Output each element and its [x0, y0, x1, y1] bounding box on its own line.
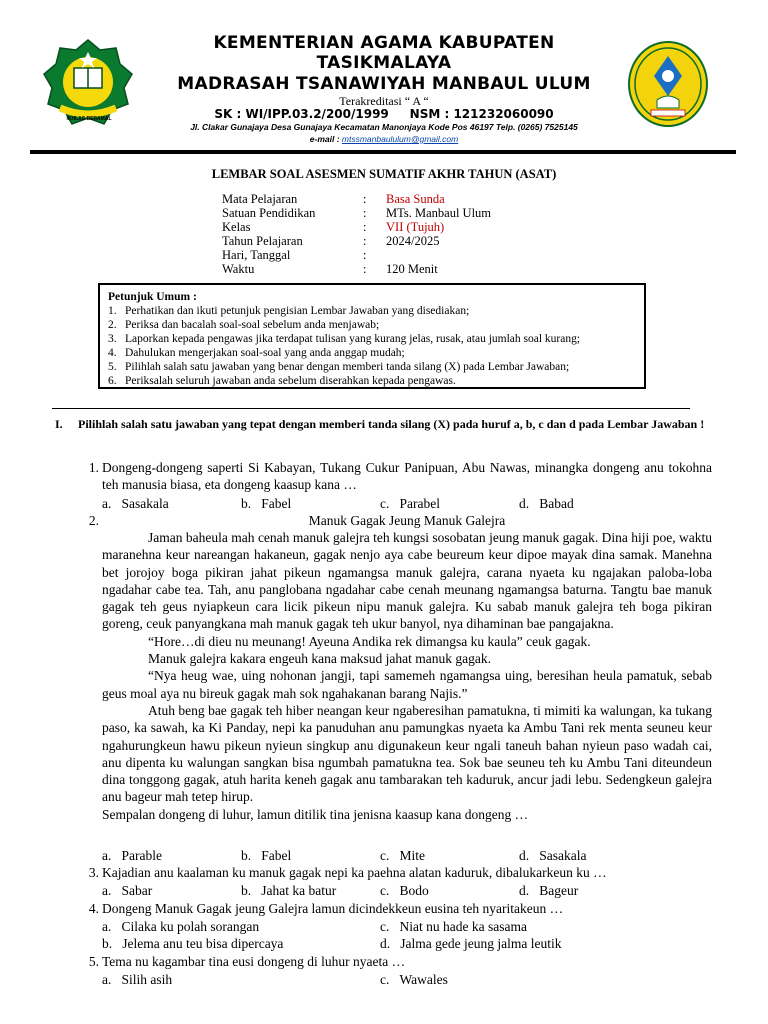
question-number: 4.: [88, 901, 99, 916]
option-q4-b: b. Jelema anu teu bisa dipercaya: [102, 936, 284, 951]
story-title: Manuk Gagak Jeung Manuk Galejra: [308, 513, 506, 528]
meta-colon: :: [363, 220, 367, 234]
regency-name: TASIKMALAYA: [316, 53, 452, 73]
option-q3-d: d. Bageur: [519, 883, 579, 898]
meta-value-subject: Basa Sunda: [386, 192, 445, 206]
option-q4-c: c. Niat nu hade ka sasama: [380, 919, 527, 934]
question-text: Dongeng-dongeng saperti Si Kabayan, Tukang Cukur Panipuan, Abu Nawas, minangka dongeng anu tokohna teh manusia biasa, eta dongeng kaasup kana …: [102, 460, 712, 493]
meta-value-time: 120 Menit: [386, 262, 438, 276]
instruction-item: 1. Perhatikan dan ikuti petunjuk pengisian Lembar Jawaban yang disediakan;: [108, 305, 470, 317]
question-text: Sempalan dongeng di luhur, lamun ditilik tina jenisna kaasup kana dongeng …: [102, 806, 529, 822]
meta-colon: :: [363, 248, 367, 262]
question-text: Dongeng Manuk Gagak jeung Galejra lamun dicindekkeun eusina teh nyaritakeun …: [102, 901, 564, 916]
meta-label: Mata Pelajaran: [222, 192, 298, 206]
meta-colon: :: [363, 262, 367, 276]
option-q2-a: a. Parable: [102, 848, 162, 863]
option-q3-c: c. Bodo: [380, 883, 429, 898]
meta-label: Satuan Pendidikan: [222, 206, 316, 220]
meta-value-class: VII (Tujuh): [386, 220, 445, 234]
instruction-item: 4. Dahulukan mengerjakan soal-soal yang anda anggap mudah;: [108, 347, 405, 359]
story-paragraph: Atuh beng bae gagak teh hiber neangan keur ngaberesihan pamatukna, ti mimiti ka walungan, ka tukang paso, ka sawah, ka Ki Panday, nepi ka panuduhan anu pamungkas nyaeta ka Ambu Tani rek menta seuneu keur ngahurungkeun hawu pikeun nyieun singkup anu digunakeun keur ngali taneuh bahan nyieun paso wadah cai, anu dipenta ku walungan sangkan bisa ngumbah pamatukna tea. Sok bae seuneu teh ku Ambu Tani diteundeun dina tonggong gagak, atuh harita keneh gagak anu tambarakan teh kaduruk, ancur jadi lebu. Sedengkeun galejra anu bageur mah tetep hirup.: [102, 702, 712, 805]
instructions-title: Petunjuk Umum :: [108, 291, 197, 303]
option-q1-d: d. Babad: [519, 496, 574, 511]
meta-label: Kelas: [222, 220, 251, 234]
ministry-name: KEMENTERIAN AGAMA KABUPATEN: [213, 33, 555, 53]
left-logo-motto: IKHLAS BERAMAL: [66, 116, 112, 122]
instructions-box: [98, 283, 646, 389]
option-q5-c: c. Wawales: [380, 972, 448, 987]
header-divider: [30, 150, 736, 154]
option-q3-a: a. Sabar: [102, 883, 153, 898]
story-body: [102, 529, 712, 823]
story-paragraph: Jaman baheula mah cenah manuk galejra teh kungsi sosobatan jeung manuk gagak. Dina hiji poe, waktu maranehna keur nareangan hakaneun, gagak nenjo aya cabe beureum keur dipoe mayak dina samak. Manehna bet jorojoy boga pikiran jahat pikeun ngamangsa manuk galejra, carana nyaeta ku ngajakan paloba-loba ngadahar cabe tea. Tah, anu panglobana ngadahar cabe cenah meunang ngamangsa baturna. Tangtu bae manuk gagak teh geus nyiapkeun cara licik pikeun nipu manuk galejra. Ku sabab manuk galejra teh boga pikiran goreng, ceuk panyangkana mah manuk gagak teh ukur banyol, nya dihaminan bae pangajakna.: [102, 530, 712, 632]
story-paragraph: “Nya heug wae, uing nohonan jangji, tapi samemeh ngamangsa uing, beresihan heula pamatuk, sebab geus moal aya nu bireuk gagak mah sok ngahakanan barang Najis.”: [102, 668, 712, 701]
school-address: Jl. Clakar Gunajaya Desa Gunajaya Kecamatan Manonjaya Kode Pos 46197 Telp. (0265) 7525145: [190, 122, 578, 132]
meta-label: Waktu: [222, 262, 255, 276]
instructions-list: [108, 304, 636, 388]
meta-colon: :: [363, 206, 367, 220]
section-divider: [52, 408, 690, 409]
option-q1-b: b. Fabel: [241, 496, 292, 511]
email-line: [0, 134, 768, 144]
option-q5-a: a. Silih asih: [102, 972, 173, 987]
option-q4-a: a. Cilaka ku polah sorangan: [102, 919, 260, 934]
question-number: 1.: [88, 460, 99, 475]
exam-title: LEMBAR SOAL ASESMEN SUMATIF AKHR TAHUN (ASAT): [211, 167, 557, 181]
sk-nsm: SK : WI/IPP.03.2/200/1999 NSM : 121232060090: [214, 107, 554, 121]
meta-value-year: 2024/2025: [386, 234, 440, 248]
instruction-item: 2. Periksa dan bacalah soal-soal sebelum anda menjawab;: [108, 319, 380, 331]
instruction-item: 6. Periksalah seluruh jawaban anda sebelum diserahkan kepada pengawas.: [108, 375, 456, 387]
meta-label: Tahun Pelajaran: [222, 234, 303, 248]
option-q1-a: a. Sasakala: [102, 496, 169, 511]
option-q3-b: b. Jahat ka batur: [241, 883, 337, 898]
email-label: e-mail :: [309, 134, 342, 144]
story-paragraph: “Hore…di dieu nu meunang! Ayeuna Andika rek dimangsa ku kaula” ceuk gagak.: [148, 633, 591, 649]
question-number: 2.: [88, 513, 99, 528]
meta-value-school: MTs. Manbaul Ulum: [386, 206, 492, 220]
option-q2-c: c. Mite: [380, 848, 425, 863]
question-text: Kajadian anu kaalaman ku manuk gagak nepi ka paehna alatan kaduruk, dibalukarkeun ku …: [102, 865, 607, 880]
instruction-item: 5. Pilihlah salah satu jawaban yang benar dengan memberi tanda silang (X) pada Lembar Jawaban;: [108, 361, 570, 373]
option-q2-b: b. Fabel: [241, 848, 292, 863]
section-instruction: Pilihlah salah satu jawaban yang tepat dengan memberi tanda silang (X) pada huruf a, b, c dan d pada Lembar Jawaban !: [78, 417, 705, 431]
option-q4-d: d. Jalma gede jeung jalma leutik: [380, 936, 562, 951]
meta-colon: :: [363, 192, 367, 206]
option-q2-d: d. Sasakala: [519, 848, 587, 863]
school-name: MADRASAH TSANAWIYAH MANBAUL ULUM: [177, 74, 591, 94]
email-link[interactable]: mtssmanbaululum@gmail.com: [341, 134, 459, 144]
meta-label: Hari, Tanggal: [222, 248, 291, 262]
meta-colon: :: [363, 234, 367, 248]
section-number: I.: [55, 417, 63, 431]
question-number: 3.: [88, 865, 99, 880]
question-text: Tema nu kagambar tina eusi dongeng di luhur nyaeta …: [102, 954, 406, 969]
option-q1-c: c. Parabel: [380, 496, 440, 511]
story-paragraph: Manuk galejra kakara engeuh kana maksud jahat manuk gagak.: [148, 651, 491, 667]
section-heading: [55, 417, 715, 431]
accreditation: Terakreditasi “ A “: [339, 94, 429, 108]
instruction-item: 3. Laporkan kepada pengawas jika terdapat tulisan yang kurang jelas, rusak, atau jumlah soal kurang;: [108, 333, 581, 345]
question-number: 5.: [88, 954, 99, 969]
